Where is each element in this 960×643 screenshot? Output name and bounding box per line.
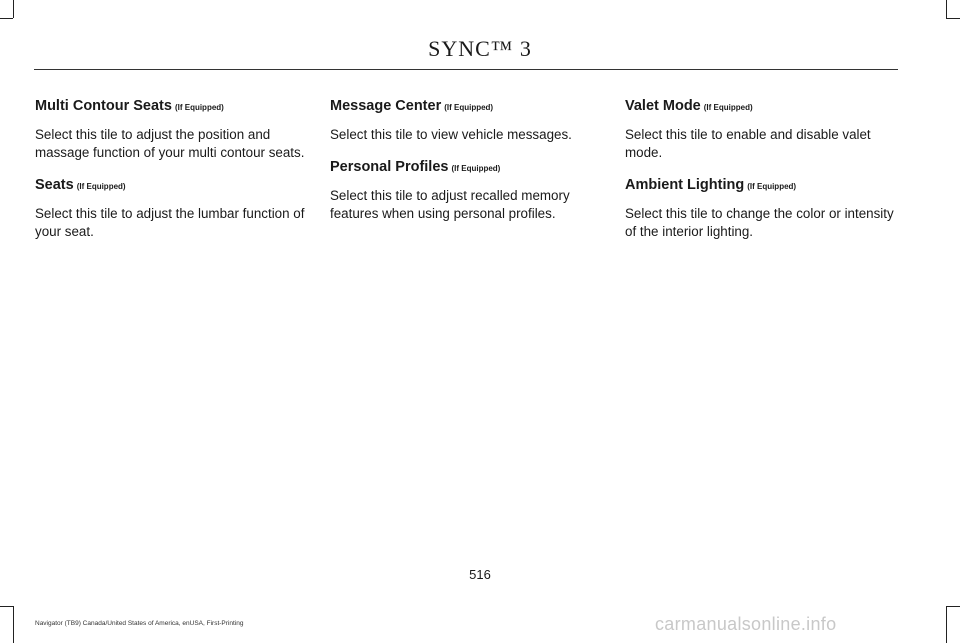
section-heading-qualifier: (If Equipped) xyxy=(703,103,753,112)
crop-mark-top-left-horizontal xyxy=(0,18,13,19)
section-valet-mode xyxy=(625,97,897,162)
content-column-3 xyxy=(625,97,897,255)
footer-edition-note: Navigator (TB9) Canada/United States of America, enUSA, First-Printing xyxy=(35,620,244,627)
section-heading-qualifier: (If Equipped) xyxy=(444,103,494,112)
section-heading-title: Ambient Lighting xyxy=(625,177,745,193)
section-heading xyxy=(330,97,602,117)
content-column-2 xyxy=(330,97,602,237)
section-heading-qualifier: (If Equipped) xyxy=(747,182,797,191)
section-body: Select this tile to change the color or intensity of the interior lighting. xyxy=(625,206,894,239)
header-divider xyxy=(34,69,898,70)
page-header-title: SYNC™ 3 xyxy=(428,36,532,61)
section-heading-qualifier: (If Equipped) xyxy=(76,182,126,191)
section-heading-title: Valet Mode xyxy=(625,98,701,114)
crop-mark-top-left-vertical xyxy=(13,0,14,18)
section-message-center xyxy=(330,97,602,144)
crop-mark-bottom-left-horizontal xyxy=(0,606,13,607)
section-heading xyxy=(625,176,897,196)
section-heading-title: Multi Contour Seats xyxy=(35,98,172,114)
section-body: Select this tile to adjust the position and massage function of your multi contour seats. xyxy=(35,127,305,160)
watermark-text: carmanualsonline.info xyxy=(655,614,837,634)
section-ambient-lighting xyxy=(625,176,897,241)
section-seats xyxy=(35,176,307,241)
crop-mark-bottom-right-horizontal xyxy=(946,606,960,607)
section-body: Select this tile to adjust the lumbar function of your seat. xyxy=(35,206,305,239)
crop-mark-top-right-horizontal xyxy=(946,18,960,19)
section-body: Select this tile to adjust recalled memory features when using personal profiles. xyxy=(330,188,570,221)
section-heading xyxy=(35,176,307,196)
content-column-1 xyxy=(35,97,307,255)
section-multi-contour-seats xyxy=(35,97,307,162)
page-number: 516 xyxy=(469,567,491,582)
section-heading-title: Seats xyxy=(35,177,74,193)
section-body: Select this tile to enable and disable valet mode. xyxy=(625,127,871,160)
section-heading xyxy=(35,97,307,117)
section-heading-qualifier: (If Equipped) xyxy=(174,103,224,112)
section-heading xyxy=(330,158,602,178)
section-body: Select this tile to view vehicle messages. xyxy=(330,127,572,142)
section-heading xyxy=(625,97,897,117)
section-personal-profiles xyxy=(330,158,602,223)
section-heading-title: Message Center xyxy=(330,98,442,114)
crop-mark-bottom-right-vertical xyxy=(946,606,947,643)
section-heading-title: Personal Profiles xyxy=(330,159,449,175)
crop-mark-top-right-vertical xyxy=(946,0,947,18)
section-heading-qualifier: (If Equipped) xyxy=(451,164,501,173)
crop-mark-bottom-left-vertical xyxy=(13,606,14,643)
